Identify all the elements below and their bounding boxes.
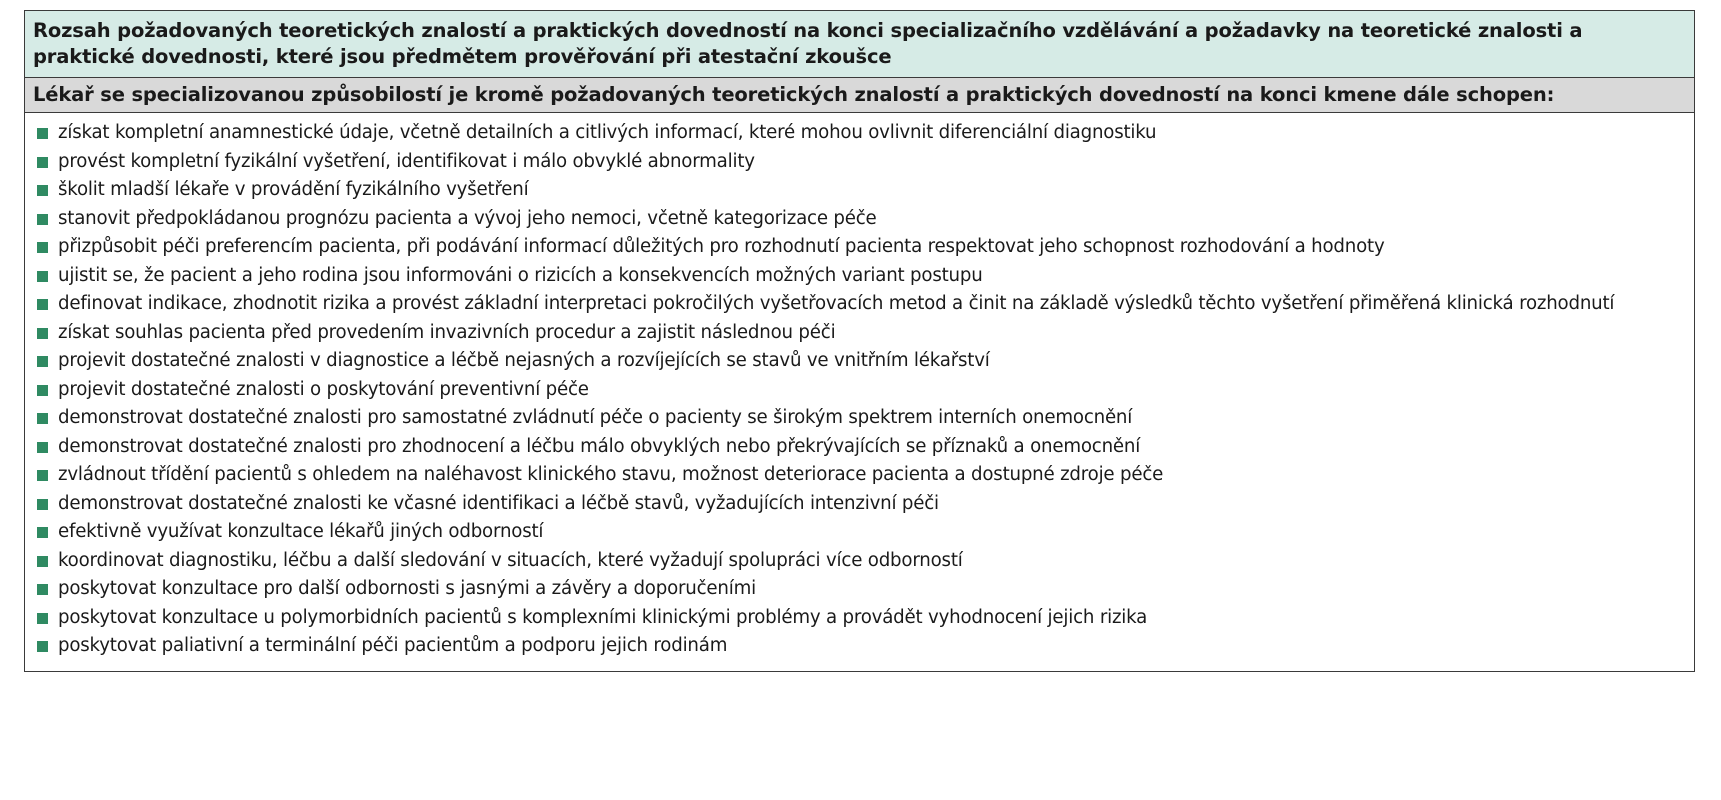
square-bullet-icon bbox=[37, 214, 48, 225]
list-item bbox=[37, 461, 1686, 490]
square-bullet-icon bbox=[37, 470, 48, 481]
list-item bbox=[37, 347, 1686, 376]
list-item-text: stanovit předpokládanou prognózu pacienta a vývoj jeho nemoci, včetně kategorizace péče bbox=[58, 207, 877, 229]
square-bullet-icon bbox=[37, 128, 48, 139]
square-bullet-icon bbox=[37, 413, 48, 424]
list-item bbox=[37, 604, 1686, 633]
requirements-table bbox=[24, 10, 1695, 672]
list-item bbox=[37, 404, 1686, 433]
square-bullet-icon bbox=[37, 499, 48, 510]
list-item bbox=[37, 575, 1686, 604]
list-item bbox=[37, 518, 1686, 547]
list-item bbox=[37, 319, 1686, 348]
square-bullet-icon bbox=[37, 157, 48, 168]
list-item-text: definovat indikace, zhodnotit rizika a provést základní interpretaci pokročilých vyšetřovacích metod a činit na základě výsledků těchto vyšetření přiměřená klinická rozhodnutí bbox=[58, 293, 1615, 314]
square-bullet-icon bbox=[37, 584, 48, 595]
square-bullet-icon bbox=[37, 442, 48, 453]
square-bullet-icon bbox=[37, 385, 48, 396]
square-bullet-icon bbox=[37, 356, 48, 367]
square-bullet-icon bbox=[37, 641, 48, 652]
list-item bbox=[37, 262, 1686, 291]
list-item-text: získat kompletní anamnestické údaje, včetně detailních a citlivých informací, které mohou ovlivnit diferenciální diagnostiku bbox=[58, 122, 1157, 143]
square-bullet-icon bbox=[37, 328, 48, 339]
list-item bbox=[37, 376, 1686, 405]
list-item-text: přizpůsobit péči preferencím pacienta, při podávání informací důležitých pro rozhodnutí pacienta respektovat jeho schopnost rozhodování a hodnoty bbox=[58, 236, 1385, 257]
list-item-text: koordinovat diagnostiku, léčbu a další sledování v situacích, které vyžadují spolupráci více odborností bbox=[58, 549, 963, 571]
list-item bbox=[37, 547, 1686, 576]
list-item-text: projevit dostatečné znalosti v diagnostice a léčbě nejasných a rozvíjejících se stavů ve vnitřním lékařství bbox=[58, 350, 990, 371]
table-title: Rozsah požadovaných teoretických znalostí a praktických dovedností na konci specializačního vzdělávání a požadavky na teoretické znalosti a praktické dovednosti, které jsou předmětem prověřování při atestační zkoušce bbox=[25, 11, 1694, 78]
list-item bbox=[37, 119, 1686, 148]
list-item-text: provést kompletní fyzikální vyšetření, identifikovat i málo obvyklé abnormality bbox=[58, 150, 755, 172]
list-item bbox=[37, 632, 1686, 661]
square-bullet-icon bbox=[37, 271, 48, 282]
list-item bbox=[37, 433, 1686, 462]
list-item bbox=[37, 490, 1686, 519]
list-item bbox=[37, 148, 1686, 177]
table-subtitle: Lékař se specializovanou způsobilostí je kromě požadovaných teoretických znalostí a praktických dovedností na konci kmene dále schopen: bbox=[25, 78, 1694, 113]
list-item bbox=[37, 233, 1686, 262]
list-item bbox=[37, 176, 1686, 205]
list-item-text: ujistit se, že pacient a jeho rodina jsou informováni o rizicích a konsekvencích možných variant postupu bbox=[58, 264, 983, 286]
list-item-text: demonstrovat dostatečné znalosti ke včasné identifikaci a léčbě stavů, vyžadujících intenzivní péči bbox=[58, 492, 939, 514]
list-item-text: projevit dostatečné znalosti o poskytování preventivní péče bbox=[58, 378, 589, 400]
square-bullet-icon bbox=[37, 242, 48, 253]
list-item-text: zvládnout třídění pacientů s ohledem na naléhavost klinického stavu, možnost deteriorace pacienta a dostupné zdroje péče bbox=[58, 464, 1164, 485]
square-bullet-icon bbox=[37, 556, 48, 567]
requirements-list bbox=[25, 113, 1694, 671]
list-item bbox=[37, 205, 1686, 234]
list-item-text: získat souhlas pacienta před provedením invazivních procedur a zajistit následnou péči bbox=[58, 321, 836, 343]
square-bullet-icon bbox=[37, 185, 48, 196]
square-bullet-icon bbox=[37, 299, 48, 310]
list-item-text: školit mladší lékaře v provádění fyzikálního vyšetření bbox=[58, 179, 529, 200]
list-item bbox=[37, 290, 1686, 319]
list-item-text: poskytovat konzultace pro další odbornosti s jasnými a závěry a doporučeními bbox=[58, 578, 756, 599]
list-item-text: efektivně využívat konzultace lékařů jiných odborností bbox=[58, 521, 544, 542]
square-bullet-icon bbox=[37, 527, 48, 538]
list-item-text: poskytovat paliativní a terminální péči pacientům a podporu jejich rodinám bbox=[58, 635, 728, 656]
square-bullet-icon bbox=[37, 613, 48, 624]
list-item-text: demonstrovat dostatečné znalosti pro samostatné zvládnutí péče o pacienty se širokým spektrem interních onemocnění bbox=[58, 407, 1133, 428]
list-item-text: poskytovat konzultace u polymorbidních pacientů s komplexními klinickými problémy a provádět vyhodnocení jejich rizika bbox=[58, 606, 1148, 628]
list-item-text: demonstrovat dostatečné znalosti pro zhodnocení a léčbu málo obvyklých nebo překrývajících se příznaků a onemocnění bbox=[58, 435, 1141, 457]
